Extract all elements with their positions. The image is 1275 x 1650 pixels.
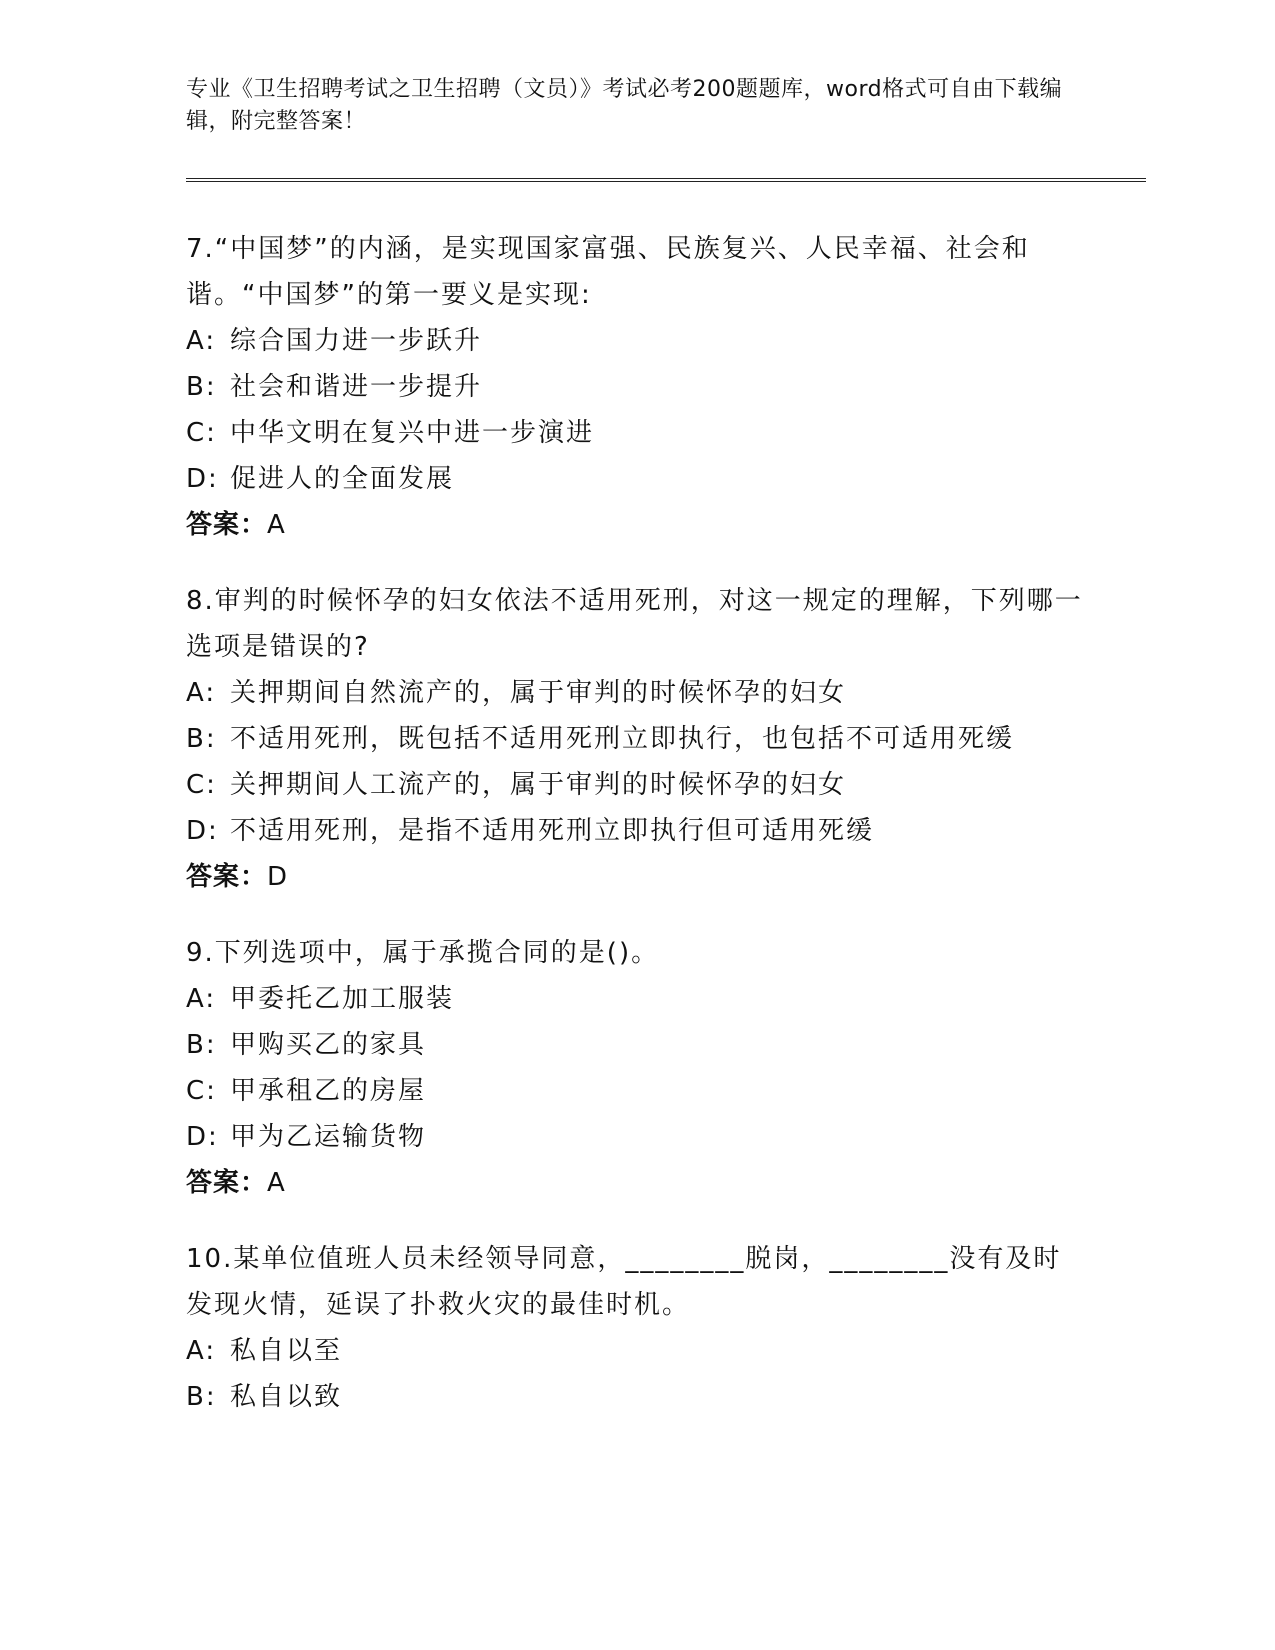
- option-d: [186, 456, 1086, 502]
- answer-line: [186, 854, 1086, 900]
- answer-value: A: [267, 1168, 286, 1198]
- option-text: 不适用死刑，既包括不适用死刑立即执行，也包括不可适用死缓: [230, 724, 1015, 754]
- option-key: C:: [186, 418, 217, 448]
- option-key: B:: [186, 1030, 217, 1060]
- option-b: [186, 364, 1086, 410]
- option-text: 甲为乙运输货物: [230, 1122, 427, 1152]
- option-text: 不适用死刑，是指不适用死刑立即执行但可适用死缓: [230, 816, 875, 846]
- header-divider: [186, 178, 1146, 182]
- option-text: 关押期间人工流产的，属于审判的时候怀孕的妇女: [230, 770, 847, 800]
- option-text: 社会和谐进一步提升: [230, 372, 483, 402]
- option-key: B:: [186, 1382, 217, 1412]
- question-stem: 8.审判的时候怀孕的妇女依法不适用死刑，对这一规定的理解，下列哪一选项是错误的?: [186, 586, 1083, 662]
- question-7: [186, 226, 1086, 548]
- option-d: [186, 808, 1086, 854]
- question-10: [186, 1236, 1086, 1420]
- option-key: A:: [186, 326, 217, 356]
- option-key: B:: [186, 724, 217, 754]
- answer-line: [186, 1160, 1086, 1206]
- answer-label: 答案：: [186, 862, 268, 892]
- question-stem: 10.某单位值班人员未经领导同意，________脱岗，________没有及时发现火情，延误了扑救火灾的最佳时机。: [186, 1244, 1062, 1320]
- option-text: 私自以至: [230, 1336, 343, 1366]
- option-text: 甲承租乙的房屋: [230, 1076, 427, 1106]
- option-c: [186, 410, 1086, 456]
- option-key: D:: [186, 1122, 219, 1152]
- option-key: A:: [186, 984, 217, 1014]
- question-8: [186, 578, 1086, 900]
- option-key: D:: [186, 816, 219, 846]
- option-key: A:: [186, 1336, 217, 1366]
- question-stem: 9.下列选项中，属于承揽合同的是()。: [186, 938, 660, 968]
- option-text: 促进人的全面发展: [230, 464, 455, 494]
- answer-label: 答案：: [186, 510, 268, 540]
- option-text: 甲委托乙加工服装: [230, 984, 455, 1014]
- answer-value: D: [267, 862, 289, 892]
- question-stem: 7.“中国梦”的内涵，是实现国家富强、民族复兴、人民幸福、社会和谐。“中国梦”的第一要义是实现:: [186, 234, 1030, 310]
- option-key: A:: [186, 678, 217, 708]
- document-header: 专业《卫生招聘考试之卫生招聘（文员）》考试必考200题题库，word格式可自由下载编辑，附完整答案！: [186, 77, 1063, 134]
- option-c: [186, 762, 1086, 808]
- option-a: [186, 670, 1086, 716]
- option-c: [186, 1068, 1086, 1114]
- option-text: 综合国力进一步跃升: [230, 326, 483, 356]
- option-key: D:: [186, 464, 219, 494]
- option-key: C:: [186, 770, 217, 800]
- option-text: 中华文明在复兴中进一步演进: [230, 418, 595, 448]
- option-a: [186, 976, 1086, 1022]
- option-text: 关押期间自然流产的，属于审判的时候怀孕的妇女: [230, 678, 847, 708]
- option-b: [186, 1022, 1086, 1068]
- answer-line: [186, 502, 1086, 548]
- answer-label: 答案：: [186, 1168, 268, 1198]
- option-key: B:: [186, 372, 217, 402]
- option-b: [186, 1374, 1086, 1420]
- answer-value: A: [267, 510, 286, 540]
- option-b: [186, 716, 1086, 762]
- option-text: 甲购买乙的家具: [230, 1030, 427, 1060]
- option-key: C:: [186, 1076, 217, 1106]
- question-9: [186, 930, 1086, 1206]
- option-d: [186, 1114, 1086, 1160]
- option-a: [186, 1328, 1086, 1374]
- option-a: [186, 318, 1086, 364]
- option-text: 私自以致: [230, 1382, 343, 1412]
